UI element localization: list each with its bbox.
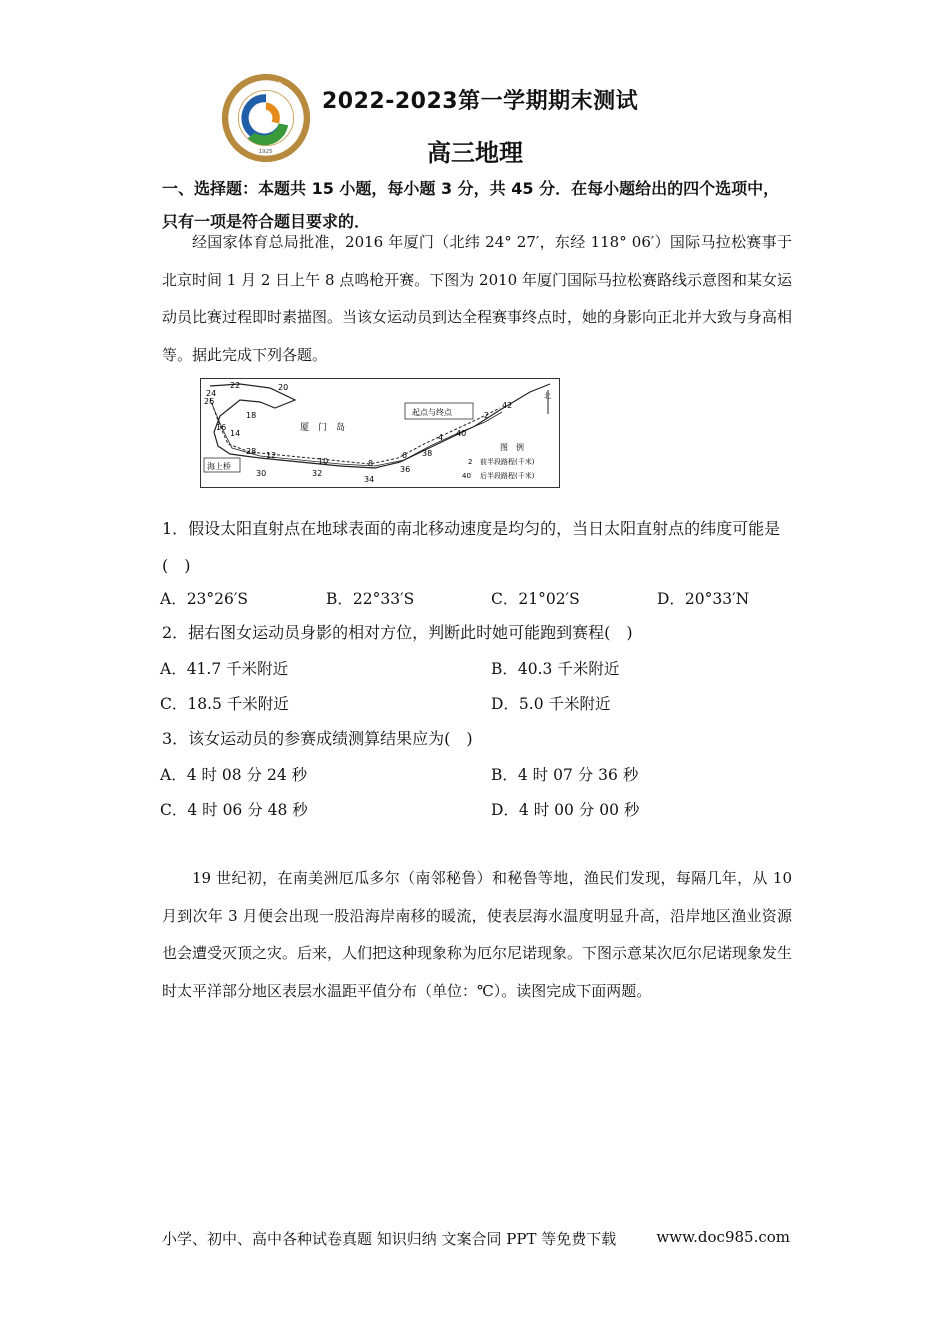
route-km-label: 6 (402, 451, 408, 460)
route-km-label: 30 (256, 469, 267, 478)
legend-title: 图 例 (500, 443, 524, 452)
route-km-label: 38 (422, 449, 433, 458)
legend-second-num: 40 (462, 472, 471, 480)
north-label: 北 (544, 392, 551, 400)
route-km-label: 4 (438, 433, 444, 442)
route-km-label: 20 (278, 383, 289, 392)
seal-year: 1925 (258, 148, 273, 155)
seal-text: 青岛二中 (256, 80, 283, 89)
page-subtitle: 高三地理 (427, 139, 523, 167)
q1-option-d[interactable]: D．20°33′N (657, 590, 750, 608)
route-km-label: 28 (246, 447, 257, 456)
route-km-label: 14 (230, 429, 241, 438)
bridge-label: 海上桥 (207, 462, 231, 471)
legend-first-num: 2 (468, 458, 473, 466)
route-km-label: 24 (206, 389, 217, 398)
route-km-label: 34 (364, 475, 375, 484)
q1-option-b[interactable]: B．22°33′S (326, 590, 415, 608)
q3-option-b[interactable]: B．4 时 07 分 36 秒 (491, 766, 639, 784)
q3-option-a[interactable]: A．4 时 08 分 24 秒 (160, 766, 308, 784)
q2-option-a[interactable]: A．41.7 千米附近 (160, 660, 289, 678)
route-km-label: 26 (204, 397, 215, 406)
route-km-label: 32 (312, 469, 323, 478)
route-km-label: 42 (502, 401, 513, 410)
legend-first: 前半段路程(千米) (480, 458, 535, 466)
route-km-label: 16 (216, 423, 227, 432)
q2-option-b[interactable]: B．40.3 千米附近 (491, 660, 620, 678)
q3-option-d[interactable]: D．4 时 00 分 00 秒 (491, 801, 640, 819)
route-km-label: 2 (484, 411, 490, 420)
island-label: 厦 门 岛 (300, 423, 346, 433)
passage-1: 经国家体育总局批准，2016 年厦门（北纬 24° 27′，东经 118° 06′）国际马拉松赛事于北京时间 1 月 2 日上午 8 点鸣枪开赛。下图为 2010 年厦门国际马拉松赛路线示意图和某女运动员比赛过程即时素描图。当该女运动员到达全程赛事终点时，她的身影向正北并大致与身高相等。据此完成下列各题。 (162, 233, 793, 364)
route-km-label: 40 (456, 429, 467, 438)
route-km-label: 12 (266, 451, 277, 460)
q2-option-d[interactable]: D．5.0 千米附近 (491, 695, 611, 713)
legend-second: 后半段路程(千米) (480, 472, 535, 480)
q3-option-c[interactable]: C．4 时 06 分 48 秒 (160, 801, 308, 819)
route-km-label: 36 (400, 465, 411, 474)
marathon-route-map (200, 378, 560, 488)
q2-option-c[interactable]: C．18.5 千米附近 (160, 695, 289, 713)
question-3-stem: 3．该女运动员的参赛成绩测算结果应为( ) (162, 729, 473, 748)
question-2-stem: 2．据右图女运动员身影的相对方位，判断此时她可能跑到赛程( ) (162, 623, 633, 642)
route-km-label: 8 (368, 459, 374, 468)
footer-link[interactable]: www.doc985.com (656, 1228, 790, 1246)
footer-text: 小学、初中、高中各种试卷真题 知识归纳 文案合同 PPT 等免费下载 (162, 1230, 617, 1248)
q1-option-c[interactable]: C．21°02′S (491, 590, 580, 608)
q1-option-a[interactable]: A．23°26′S (160, 590, 249, 608)
passage-2: 19 世纪初，在南美洲厄瓜多尔（南邻秘鲁）和秘鲁等地，渔民们发现，每隔几年，从 10 月到次年 3 月便会出现一股沿海岸南移的暖流，使表层海水温度明显升高，沿岸地区渔业资源也会遭受灭顶之灾。后来，人们把这种现象称为厄尔尼诺现象。下图示意某次厄尔尼诺现象发生时太平洋部分地区表层水温距平值分布（单位：℃）。读图完成下面两题。 (162, 869, 793, 1000)
route-km-label: 10 (318, 457, 329, 466)
page-title: 2022-2023第一学期期末测试 (322, 89, 639, 114)
section-heading: 一、选择题：本题共 15 小题，每小题 3 分，共 45 分．在每小题给出的四个选项中，只有一项是符合题目要求的． (162, 179, 780, 231)
start-end-label: 起点与终点 (412, 408, 452, 417)
footer (162, 1228, 790, 1249)
route-km-label: 18 (246, 411, 257, 420)
route-km-label: 22 (230, 381, 241, 390)
question-1-stem: 1．假设太阳直射点在地球表面的南北移动速度是均匀的，当日太阳直射点的纬度可能是( ) (162, 519, 781, 575)
